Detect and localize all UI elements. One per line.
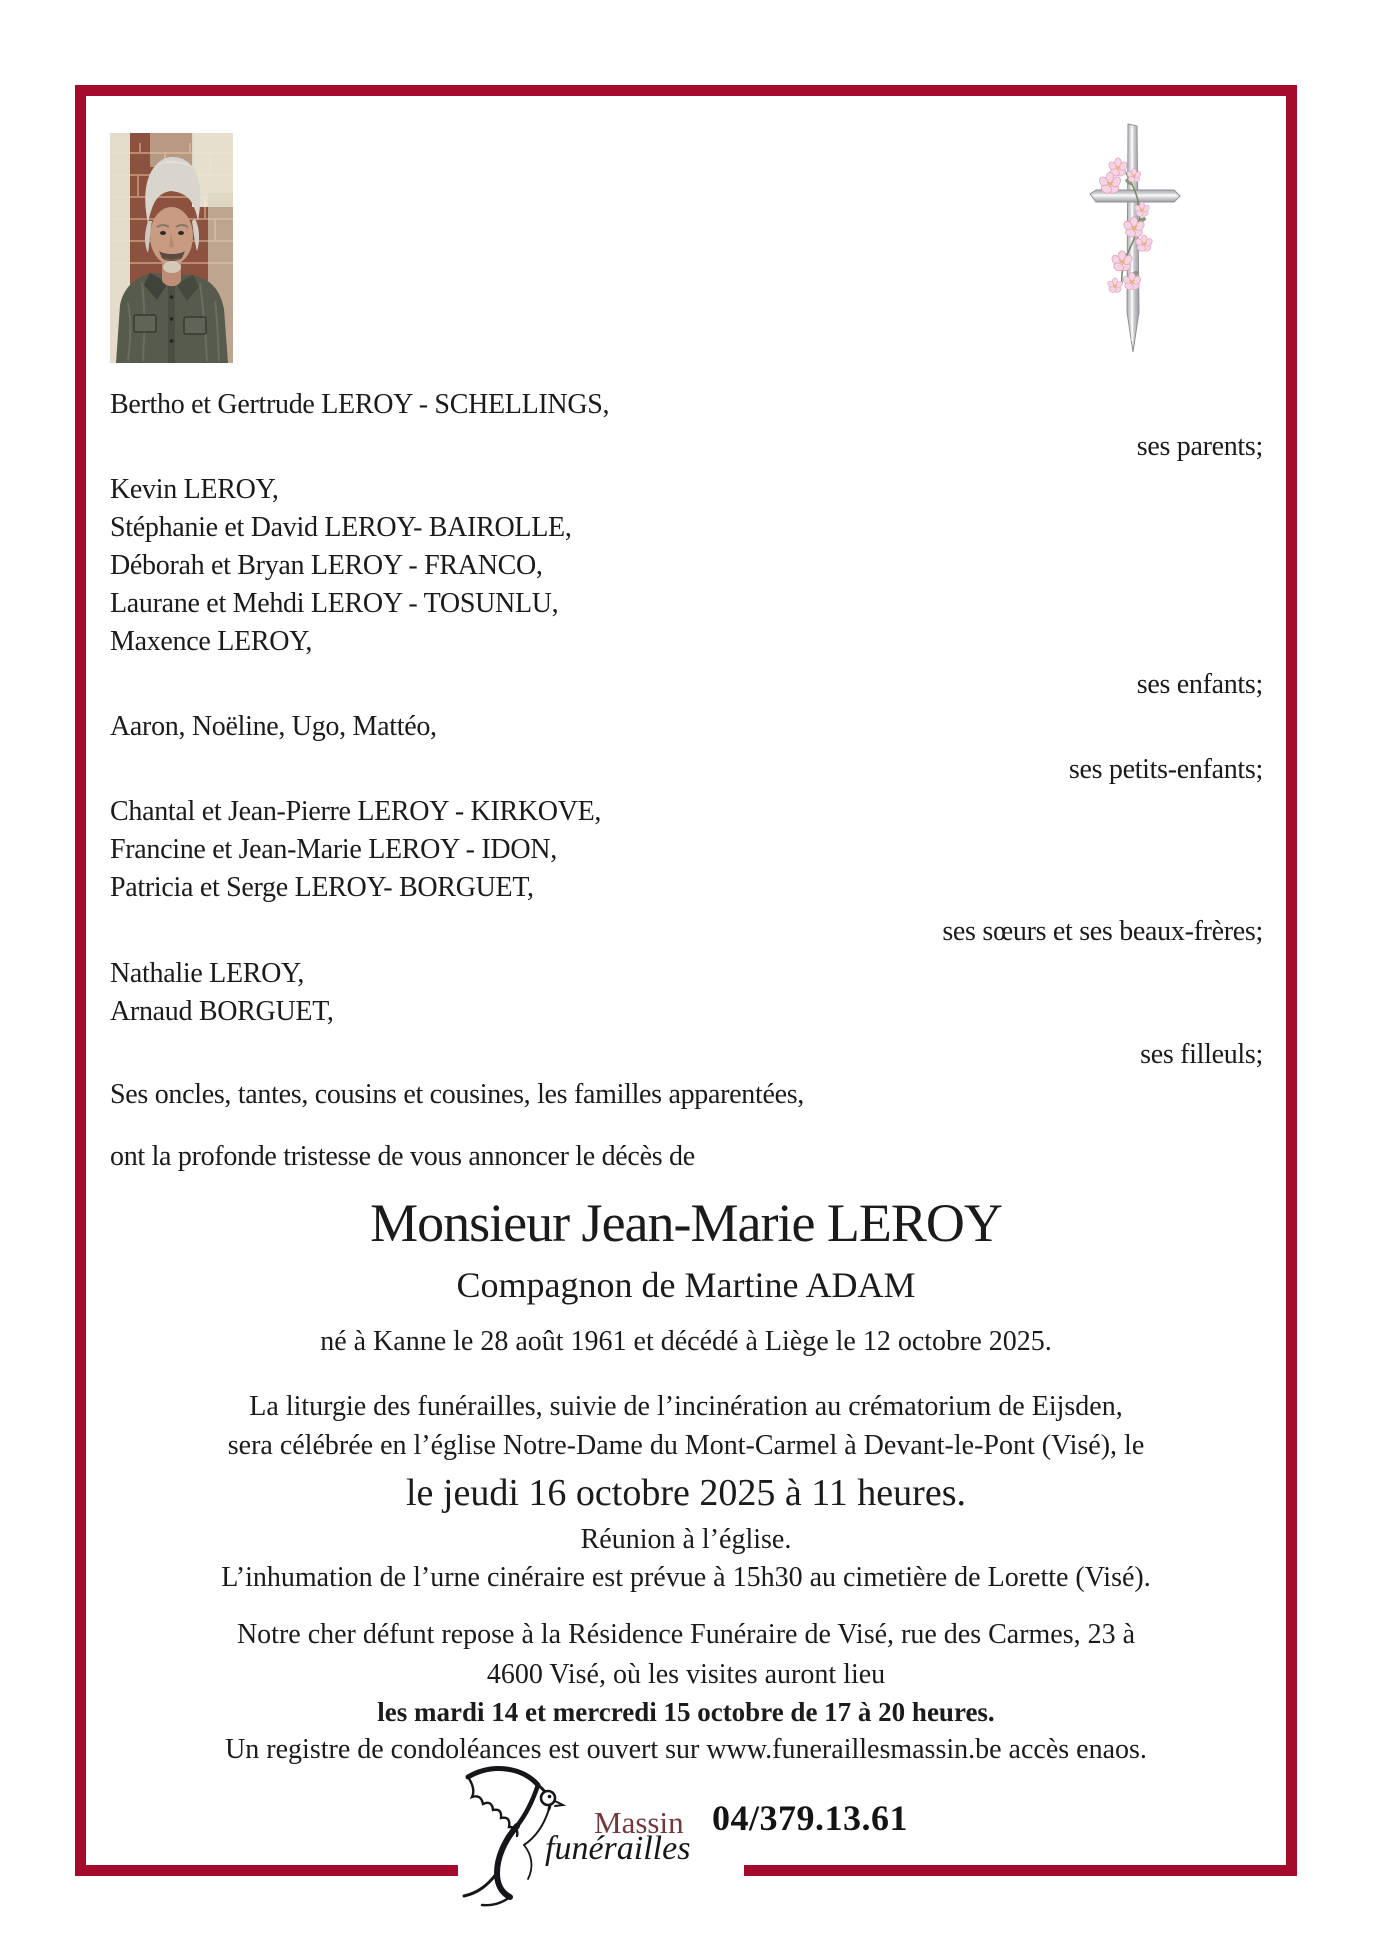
family-line: Bertho et Gertrude LEROY - SCHELLINGS, bbox=[110, 389, 610, 420]
family-line: Arnaud BORGUET, bbox=[110, 996, 334, 1027]
portrait-photo bbox=[110, 133, 233, 363]
cross-illustration bbox=[1082, 116, 1187, 366]
funeral-home-subtitle: funérailles bbox=[545, 1830, 691, 1867]
repose-paragraph bbox=[86, 1615, 1286, 1695]
relation-label: ses petits-enfants; bbox=[1068, 754, 1263, 785]
family-line: Nathalie LEROY, bbox=[110, 958, 305, 989]
family-line: Aaron, Noëline, Ugo, Mattéo, bbox=[110, 711, 437, 742]
family-line: Kevin LEROY, bbox=[110, 474, 279, 505]
family-line: Chantal et Jean-Pierre LEROY - KIRKOVE, bbox=[110, 796, 602, 827]
relation-label: ses sœurs et ses beaux-frères; bbox=[942, 916, 1263, 947]
repose-line-1: Notre cher défunt repose à la Résidence Funéraire de Visé, rue des Carmes, 23 à bbox=[236, 1619, 1136, 1650]
liturgy-paragraph bbox=[86, 1387, 1286, 1465]
ceremony-date: le jeudi 16 octobre 2025 à 11 heures. bbox=[406, 1472, 966, 1514]
deceased-name: Monsieur Jean-Marie LEROY bbox=[370, 1193, 1002, 1253]
family-line: Déborah et Bryan LEROY - FRANCO, bbox=[110, 550, 543, 581]
liturgy-line-1: La liturgie des funérailles, suivie de l’incinération au crématorium de Eijsden, bbox=[249, 1391, 1123, 1422]
deceased-relation: Compagnon de Martine ADAM bbox=[456, 1265, 916, 1305]
relation-label: ses enfants; bbox=[1136, 669, 1263, 700]
family-line: Francine et Jean-Marie LEROY - IDON, bbox=[110, 834, 557, 865]
birth-death-line: né à Kanne le 28 août 1961 et décédé à Liège le 12 octobre 2025. bbox=[320, 1326, 1052, 1357]
repose-line-2: 4600 Visé, où les visites auront lieu bbox=[486, 1659, 886, 1690]
relation-label: ses parents; bbox=[1136, 431, 1263, 462]
family-line: Stéphanie et David LEROY- BAIROLLE, bbox=[110, 512, 572, 543]
condolence-register-line: Un registre de condoléances est ouvert sur www.funeraillesmassin.be accès enaos. bbox=[225, 1734, 1147, 1765]
meeting-line: Réunion à l’église. bbox=[580, 1524, 792, 1555]
funeral-home-name: Massin bbox=[594, 1805, 684, 1840]
cross-icon bbox=[1082, 116, 1187, 366]
family-line: Patricia et Serge LEROY- BORGUET, bbox=[110, 872, 534, 903]
family-line: Ses oncles, tantes, cousins et cousines, les familles apparentées, bbox=[110, 1079, 805, 1110]
visits-line: les mardi 14 et mercredi 15 octobre de 17 à 20 heures. bbox=[377, 1697, 995, 1727]
phone-number: 04/379.13.61 bbox=[712, 1798, 909, 1838]
portrait-illustration bbox=[110, 133, 233, 363]
family-line: Maxence LEROY, bbox=[110, 626, 313, 657]
inhumation-line: L’inhumation de l’urne cinéraire est prévue à 15h30 au cimetière de Lorette (Visé). bbox=[221, 1562, 1151, 1593]
family-line: Laurane et Mehdi LEROY - TOSUNLU, bbox=[110, 588, 559, 619]
liturgy-line-2: sera célébrée en l’église Notre-Dame du Mont-Carmel à Devant-le-Pont (Visé), le bbox=[227, 1430, 1145, 1461]
relation-label: ses filleuls; bbox=[1140, 1039, 1263, 1070]
family-list bbox=[110, 386, 1263, 1176]
announcement-intro: ont la profonde tristesse de vous annoncer le décès de bbox=[110, 1141, 695, 1172]
